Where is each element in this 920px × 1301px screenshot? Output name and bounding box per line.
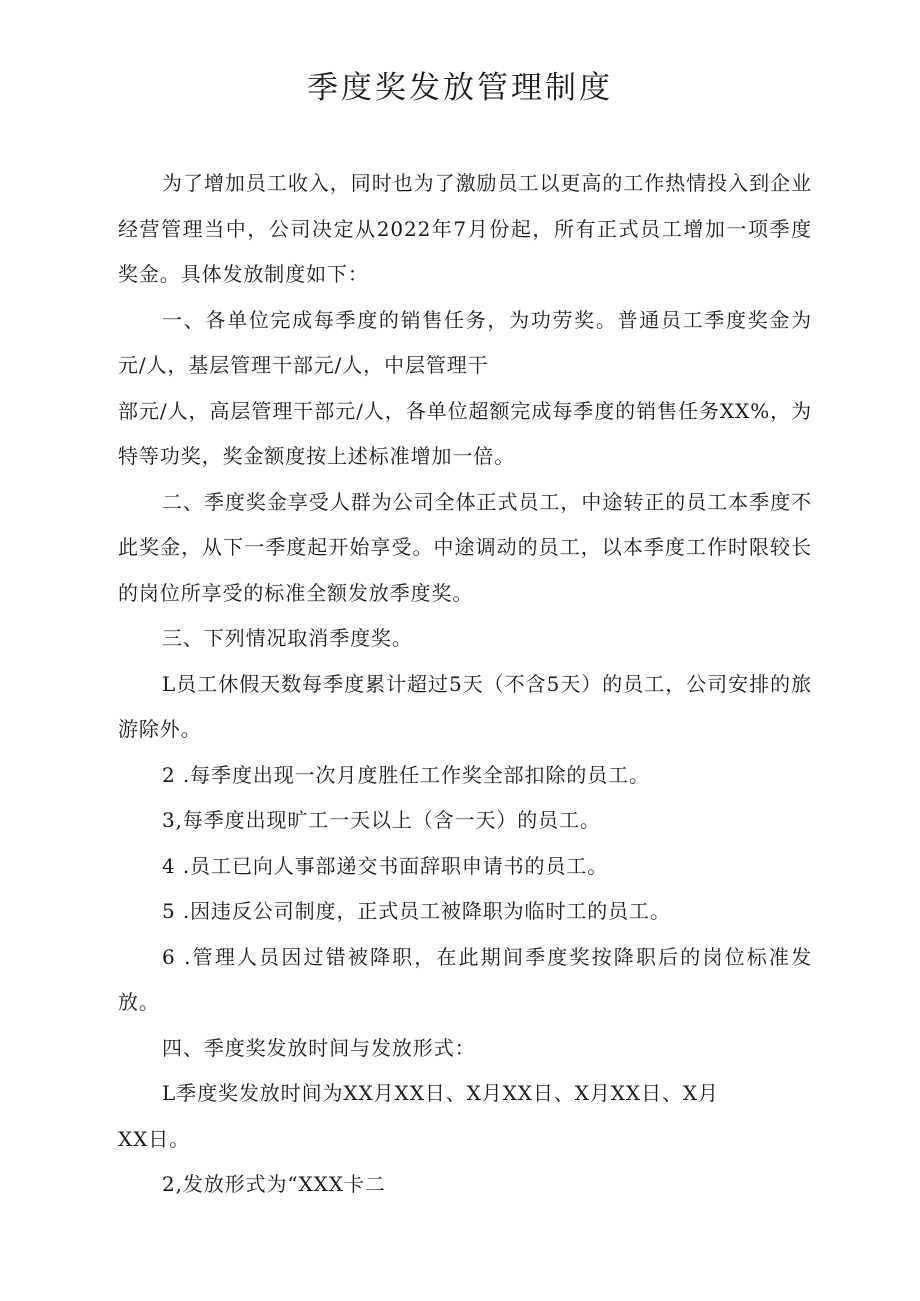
list-item-6: 6 .管理人员因过错被降职，在此期间季度奖按降职后的岗位标准发放。	[118, 944, 812, 1014]
section-1-paragraph	[118, 298, 812, 480]
list-item-1: L员工休假天数每季度累计超过5天（不含5天）的员工，公司安排的旅游除外。	[118, 671, 812, 741]
section-3-heading: 三、下列情况取消季度奖。	[162, 626, 413, 650]
section-2-paragraph: 二、季度奖金享受人群为公司全体正式员工，中途转正的员工本季度不此奖金，从下一季度起开始享受。中途调动的员工，以本季度工作时限较长的岗位所享受的标准全额发放季度奖。	[118, 489, 812, 605]
distribution-form-paragraph: 2,发放形式为“XXX卡二	[162, 1172, 386, 1196]
distribution-time-paragraph	[118, 1071, 812, 1162]
document-title: 季度奖发放管理制度	[307, 70, 613, 106]
distribution-time-line-1: L季度奖发放时间为XX月XX日、X月XX日、X月XX日、X月	[162, 1081, 719, 1105]
list-item-3: 3,每季度出现旷工一天以上（含一天）的员工。	[162, 808, 601, 832]
document-body	[118, 161, 812, 1208]
list-item-4: 4 .员工已向人事部递交书面辞职申请书的员工。	[162, 853, 609, 878]
list-item-2: 2 .每季度出现一次月度胜任工作奖全部扣除的员工。	[162, 762, 650, 787]
section-1-first-line: 一、各单位完成每季度的销售任务，为功劳奖。普通员工季度奖金为元/人，基层管理干部元/人，中层管理干	[118, 307, 812, 377]
section-4-heading: 四、季度奖发放时间与发放形式：	[162, 1035, 476, 1060]
list-item-5: 5 .因违反公司制度，正式员工被降职为临时工的员工。	[162, 899, 671, 923]
section-1-continuation: 部元/人，高层管理干部元/人，各单位超额完成每季度的销售任务XX%，为特等功奖，奖金额度按上述标准增加一倍。	[118, 398, 812, 468]
distribution-time-line-2: XX日。	[118, 1126, 191, 1151]
intro-paragraph: 为了增加员工收入，同时也为了激励员工以更高的工作热情投入到企业经营管理当中，公司决定从2022年7月份起，所有正式员工增加一项季度奖金。具体发放制度如下：	[118, 171, 812, 286]
